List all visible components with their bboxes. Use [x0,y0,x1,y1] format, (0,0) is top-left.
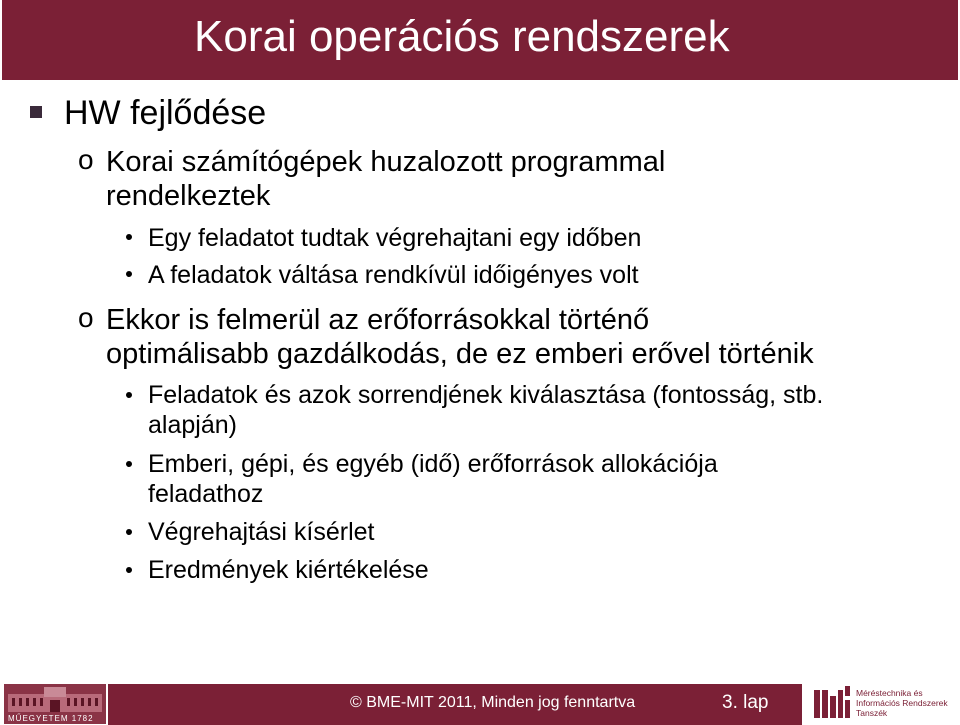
bullet-eredmenyek: Eredmények kiértékelése [148,556,429,584]
bullet-feladatok-valtasa: A feladatok váltása rendkívül időigényes volt [148,261,639,289]
footer [0,684,960,725]
university-logo-text: MŰEGYETEM 1782 [8,714,94,723]
circle-bullet-icon: o [78,302,94,333]
dot-bullet-icon [126,392,132,398]
dot-bullet-icon [126,234,132,240]
square-bullet-icon [30,106,42,118]
bullet-line: feladathoz [148,480,264,508]
department-line: Méréstechnika és [856,688,923,698]
building-icon [4,684,106,714]
slide-title: Korai operációs rendszerek [194,12,730,61]
bullet-line: rendelkeztek [106,180,271,212]
dot-bullet-icon [126,567,132,573]
bullet-hw-fejlodese: HW fejlődése [64,94,267,132]
department-logo [812,686,958,724]
page-number: 3. lap [722,692,769,713]
mit-logo-icon [812,686,852,722]
bullet-vegrehajtasi-kiserlet: Végrehajtási kísérlet [148,518,375,546]
dot-bullet-icon [126,461,132,467]
bullet-ekkor-is-felmerul [106,303,814,371]
bullet-feladatok-sorrend [148,380,823,440]
copyright-text: © BME-MIT 2011, Minden jog fenntartva [350,694,636,711]
department-line: Információs Rendszerek [856,698,948,708]
dot-bullet-icon [126,529,132,535]
bullet-emberi-gepi [148,449,718,509]
bullet-line: alapján) [148,411,237,439]
bullet-line: Emberi, gépi, és egyéb (idő) erőforrások allokációja [148,450,718,478]
bullet-line: Korai számítógépek huzalozott programmal [106,146,666,178]
dot-bullet-icon [126,271,132,277]
department-line: Tanszék [856,708,888,718]
bullet-line: Feladatok és azok sorrendjének kiválasztása (fontosság, stb. [148,381,824,409]
bullet-line: Ekkor is felmerül az erőforrásokkal történő [106,304,650,336]
circle-bullet-icon: o [78,144,94,175]
title-bar [2,0,958,80]
university-logo [4,684,106,724]
bullet-egy-feladatot: Egy feladatot tudtak végrehajtani egy időben [148,224,642,252]
bullet-line: optimálisabb gazdálkodás, de ez emberi erővel történik [106,338,814,370]
department-name [856,688,948,718]
bullet-korai-szamitogepek [106,145,665,213]
